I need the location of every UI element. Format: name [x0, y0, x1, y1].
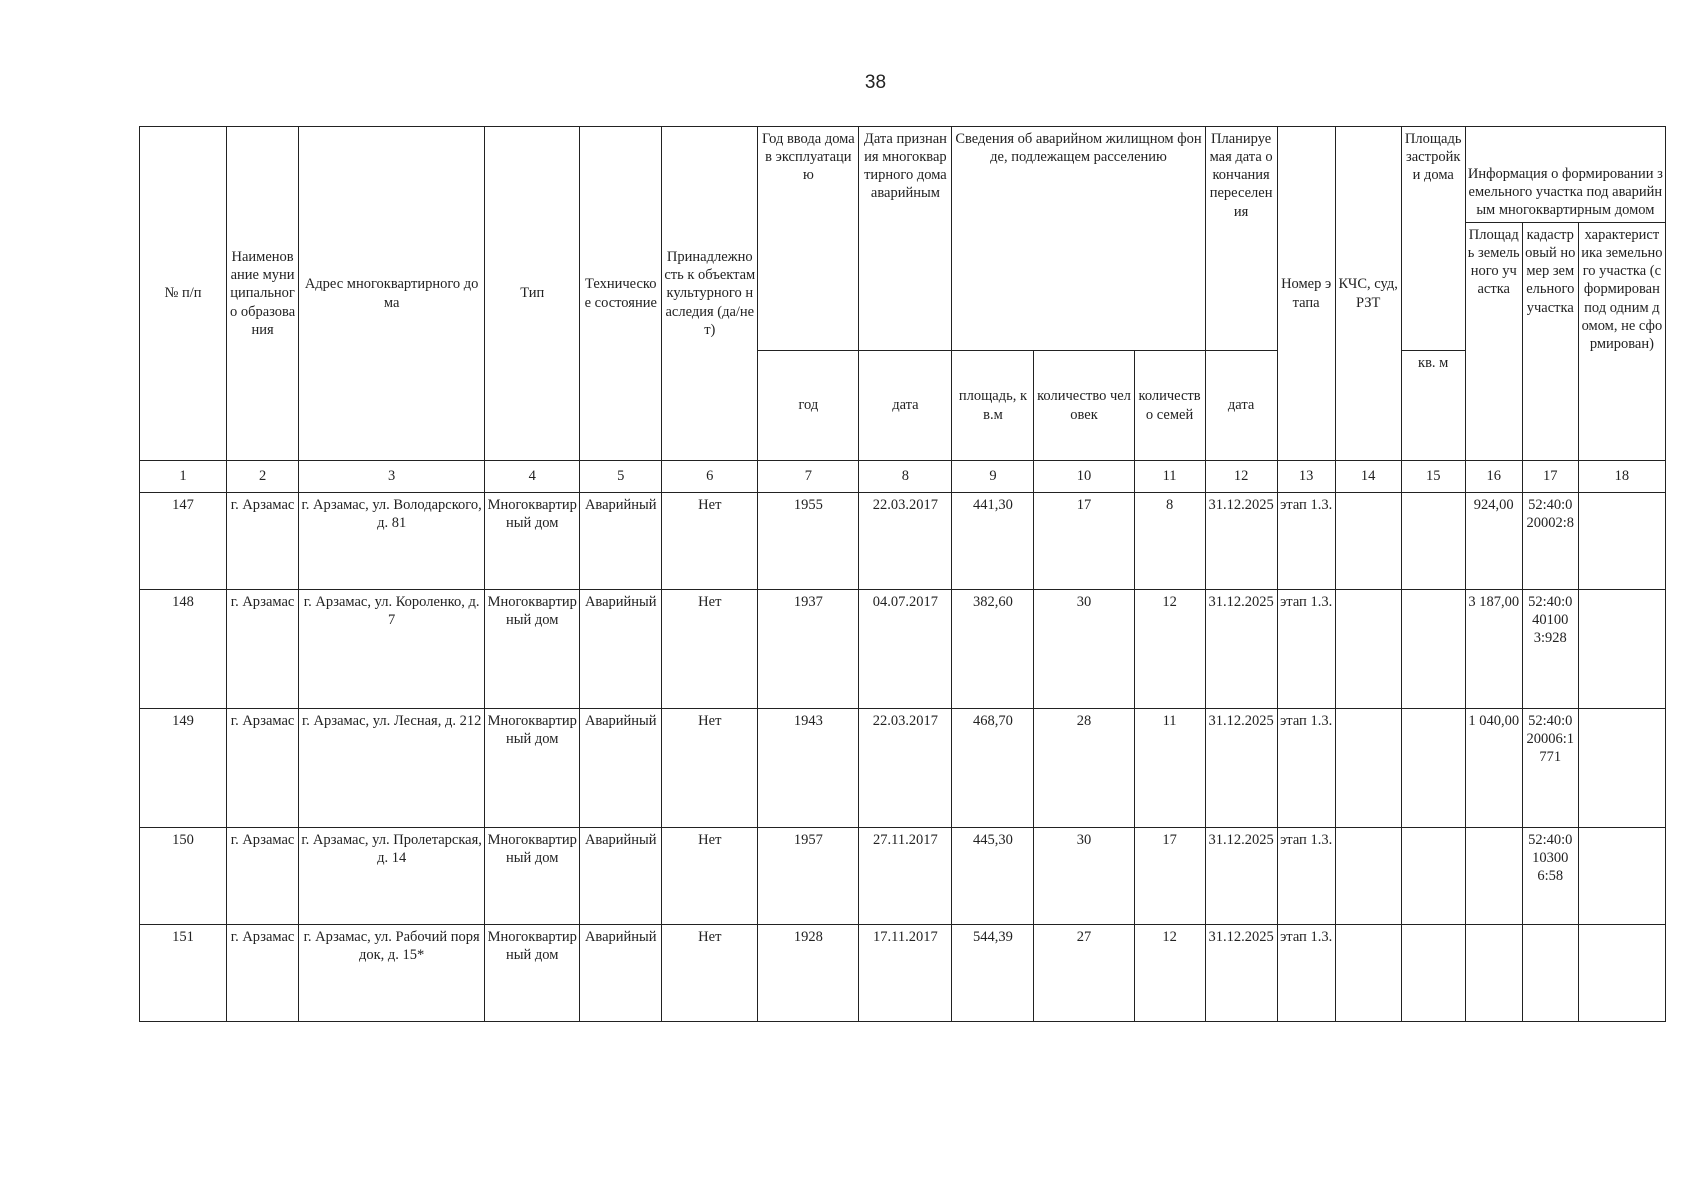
row-number: 150	[140, 828, 227, 925]
row-number: 151	[140, 925, 227, 1022]
subheader-end-date: дата	[1205, 351, 1277, 461]
header-land-characteristic: характеристика земельного участка (сформирован под одним домом, не сформирован)	[1578, 223, 1665, 461]
row-heritage: Нет	[662, 590, 758, 709]
row-address: г. Арзамас, ул. Короленко, д. 7	[299, 590, 485, 709]
row-year: 1943	[758, 709, 859, 828]
table-row	[140, 709, 1666, 828]
row-year: 1957	[758, 828, 859, 925]
row-address: г. Арзамас, ул. Лесная, д. 212	[299, 709, 485, 828]
row-number: 147	[140, 493, 227, 590]
row-year: 1955	[758, 493, 859, 590]
column-number: 12	[1205, 461, 1277, 493]
table-header	[140, 127, 1666, 493]
row-cadastral: 52:40:020006:1771	[1522, 709, 1578, 828]
row-address: г. Арзамас, ул. Володарского, д. 81	[299, 493, 485, 590]
subheader-families: количество семей	[1134, 351, 1205, 461]
row-emergency-date: 27.11.2017	[859, 828, 952, 925]
row-kchs	[1335, 925, 1401, 1022]
row-people: 17	[1034, 493, 1134, 590]
header-heritage: Принадлежность к объектам культурного наследия (да/нет)	[662, 127, 758, 461]
row-stage: этап 1.3.	[1277, 709, 1335, 828]
row-tech-state: Аварийный	[580, 590, 662, 709]
row-families: 17	[1134, 828, 1205, 925]
row-end-date: 31.12.2025	[1205, 925, 1277, 1022]
row-municipality: г. Арзамас	[227, 590, 299, 709]
row-year: 1928	[758, 925, 859, 1022]
row-year: 1937	[758, 590, 859, 709]
row-land-characteristic	[1578, 828, 1665, 925]
header-cadastral: кадастровый номер земельного участка	[1522, 223, 1578, 461]
row-emergency-date: 22.03.2017	[859, 493, 952, 590]
row-families: 11	[1134, 709, 1205, 828]
row-building-area	[1401, 493, 1465, 590]
table-body	[140, 493, 1666, 1022]
row-area: 445,30	[952, 828, 1034, 925]
header-tech-state: Техническое состояние	[580, 127, 662, 461]
table-row	[140, 590, 1666, 709]
row-land-area: 1 040,00	[1465, 709, 1522, 828]
row-address: г. Арзамас, ул. Пролетарская, д. 14	[299, 828, 485, 925]
row-municipality: г. Арзамас	[227, 925, 299, 1022]
row-families: 12	[1134, 590, 1205, 709]
row-heritage: Нет	[662, 925, 758, 1022]
column-number: 16	[1465, 461, 1522, 493]
row-type: Многоквартирный дом	[485, 590, 580, 709]
row-families: 12	[1134, 925, 1205, 1022]
row-cadastral: 52:40:010300 6:58	[1522, 828, 1578, 925]
table-row	[140, 925, 1666, 1022]
header-num: № п/п	[140, 127, 227, 461]
row-land-area	[1465, 828, 1522, 925]
row-kchs	[1335, 709, 1401, 828]
subheader-area: площадь, кв.м	[952, 351, 1034, 461]
row-building-area	[1401, 925, 1465, 1022]
column-number: 2	[227, 461, 299, 493]
row-stage: этап 1.3.	[1277, 493, 1335, 590]
row-end-date: 31.12.2025	[1205, 828, 1277, 925]
row-land-characteristic	[1578, 925, 1665, 1022]
column-number: 11	[1134, 461, 1205, 493]
column-number: 7	[758, 461, 859, 493]
row-stage: этап 1.3.	[1277, 828, 1335, 925]
row-heritage: Нет	[662, 709, 758, 828]
column-number: 5	[580, 461, 662, 493]
column-number: 13	[1277, 461, 1335, 493]
row-heritage: Нет	[662, 828, 758, 925]
row-tech-state: Аварийный	[580, 828, 662, 925]
header-stage: Номер этапа	[1277, 127, 1335, 461]
column-number: 15	[1401, 461, 1465, 493]
row-emergency-date: 04.07.2017	[859, 590, 952, 709]
row-people: 27	[1034, 925, 1134, 1022]
row-kchs	[1335, 828, 1401, 925]
column-number: 3	[299, 461, 485, 493]
row-type: Многоквартирный дом	[485, 828, 580, 925]
page-number: 38	[864, 72, 887, 93]
row-people: 28	[1034, 709, 1134, 828]
row-land-characteristic	[1578, 590, 1665, 709]
row-emergency-date: 17.11.2017	[859, 925, 952, 1022]
column-number: 17	[1522, 461, 1578, 493]
row-tech-state: Аварийный	[580, 709, 662, 828]
row-building-area	[1401, 709, 1465, 828]
row-stage: этап 1.3.	[1277, 925, 1335, 1022]
header-land-info: Информация о формировании земельного участка под аварийным многоквартирным домом	[1465, 127, 1665, 223]
row-tech-state: Аварийный	[580, 925, 662, 1022]
row-emergency-date: 22.03.2017	[859, 709, 952, 828]
row-building-area	[1401, 828, 1465, 925]
table-row	[140, 828, 1666, 925]
column-numbers-row	[140, 461, 1666, 493]
row-area: 382,60	[952, 590, 1034, 709]
row-address: г. Арзамас, ул. Рабочий порядок, д. 15*	[299, 925, 485, 1022]
table-row	[140, 493, 1666, 590]
row-municipality: г. Арзамас	[227, 709, 299, 828]
column-number: 8	[859, 461, 952, 493]
column-number: 4	[485, 461, 580, 493]
column-number: 1	[140, 461, 227, 493]
row-people: 30	[1034, 828, 1134, 925]
row-kchs	[1335, 590, 1401, 709]
row-area: 468,70	[952, 709, 1034, 828]
header-kchs: КЧС, суд, РЗТ	[1335, 127, 1401, 461]
column-number: 9	[952, 461, 1034, 493]
row-end-date: 31.12.2025	[1205, 590, 1277, 709]
row-cadastral: 52:40:040100 3:928	[1522, 590, 1578, 709]
column-number: 10	[1034, 461, 1134, 493]
row-area: 441,30	[952, 493, 1034, 590]
row-land-characteristic	[1578, 709, 1665, 828]
row-number: 148	[140, 590, 227, 709]
row-tech-state: Аварийный	[580, 493, 662, 590]
emergency-housing-table	[139, 126, 1666, 1022]
row-heritage: Нет	[662, 493, 758, 590]
header-type: Тип	[485, 127, 580, 461]
row-area: 544,39	[952, 925, 1034, 1022]
header-planned-end: Планируемая дата окончания переселения	[1205, 127, 1277, 351]
header-address: Адрес многоквартирного дома	[299, 127, 485, 461]
header-emergency-date: Дата признания многоквартирного дома аварийным	[859, 127, 952, 351]
header-year-commissioned: Год ввода дома в эксплуатацию	[758, 127, 859, 351]
row-land-area	[1465, 925, 1522, 1022]
row-number: 149	[140, 709, 227, 828]
column-number: 18	[1578, 461, 1665, 493]
row-stage: этап 1.3.	[1277, 590, 1335, 709]
column-number: 6	[662, 461, 758, 493]
row-municipality: г. Арзамас	[227, 493, 299, 590]
header-municipality: Наименование муниципального образования	[227, 127, 299, 461]
row-end-date: 31.12.2025	[1205, 709, 1277, 828]
row-land-area: 3 187,00	[1465, 590, 1522, 709]
row-cadastral: 52:40:020002:8	[1522, 493, 1578, 590]
header-emergency-fund: Сведения об аварийном жилищном фонде, подлежащем расселению	[952, 127, 1205, 351]
row-type: Многоквартирный дом	[485, 925, 580, 1022]
row-municipality: г. Арзамас	[227, 828, 299, 925]
row-families: 8	[1134, 493, 1205, 590]
row-land-area: 924,00	[1465, 493, 1522, 590]
row-kchs	[1335, 493, 1401, 590]
header-building-area: Площадь застройки дома	[1401, 127, 1465, 351]
row-end-date: 31.12.2025	[1205, 493, 1277, 590]
header-land-area: Площадь земельного участка	[1465, 223, 1522, 461]
column-number: 14	[1335, 461, 1401, 493]
subheader-date: дата	[859, 351, 952, 461]
row-building-area	[1401, 590, 1465, 709]
row-cadastral	[1522, 925, 1578, 1022]
row-land-characteristic	[1578, 493, 1665, 590]
row-type: Многоквартирный дом	[485, 493, 580, 590]
row-type: Многоквартирный дом	[485, 709, 580, 828]
subheader-year: год	[758, 351, 859, 461]
row-people: 30	[1034, 590, 1134, 709]
subheader-building-area-unit: кв. м	[1401, 351, 1465, 461]
subheader-people: количество человек	[1034, 351, 1134, 461]
